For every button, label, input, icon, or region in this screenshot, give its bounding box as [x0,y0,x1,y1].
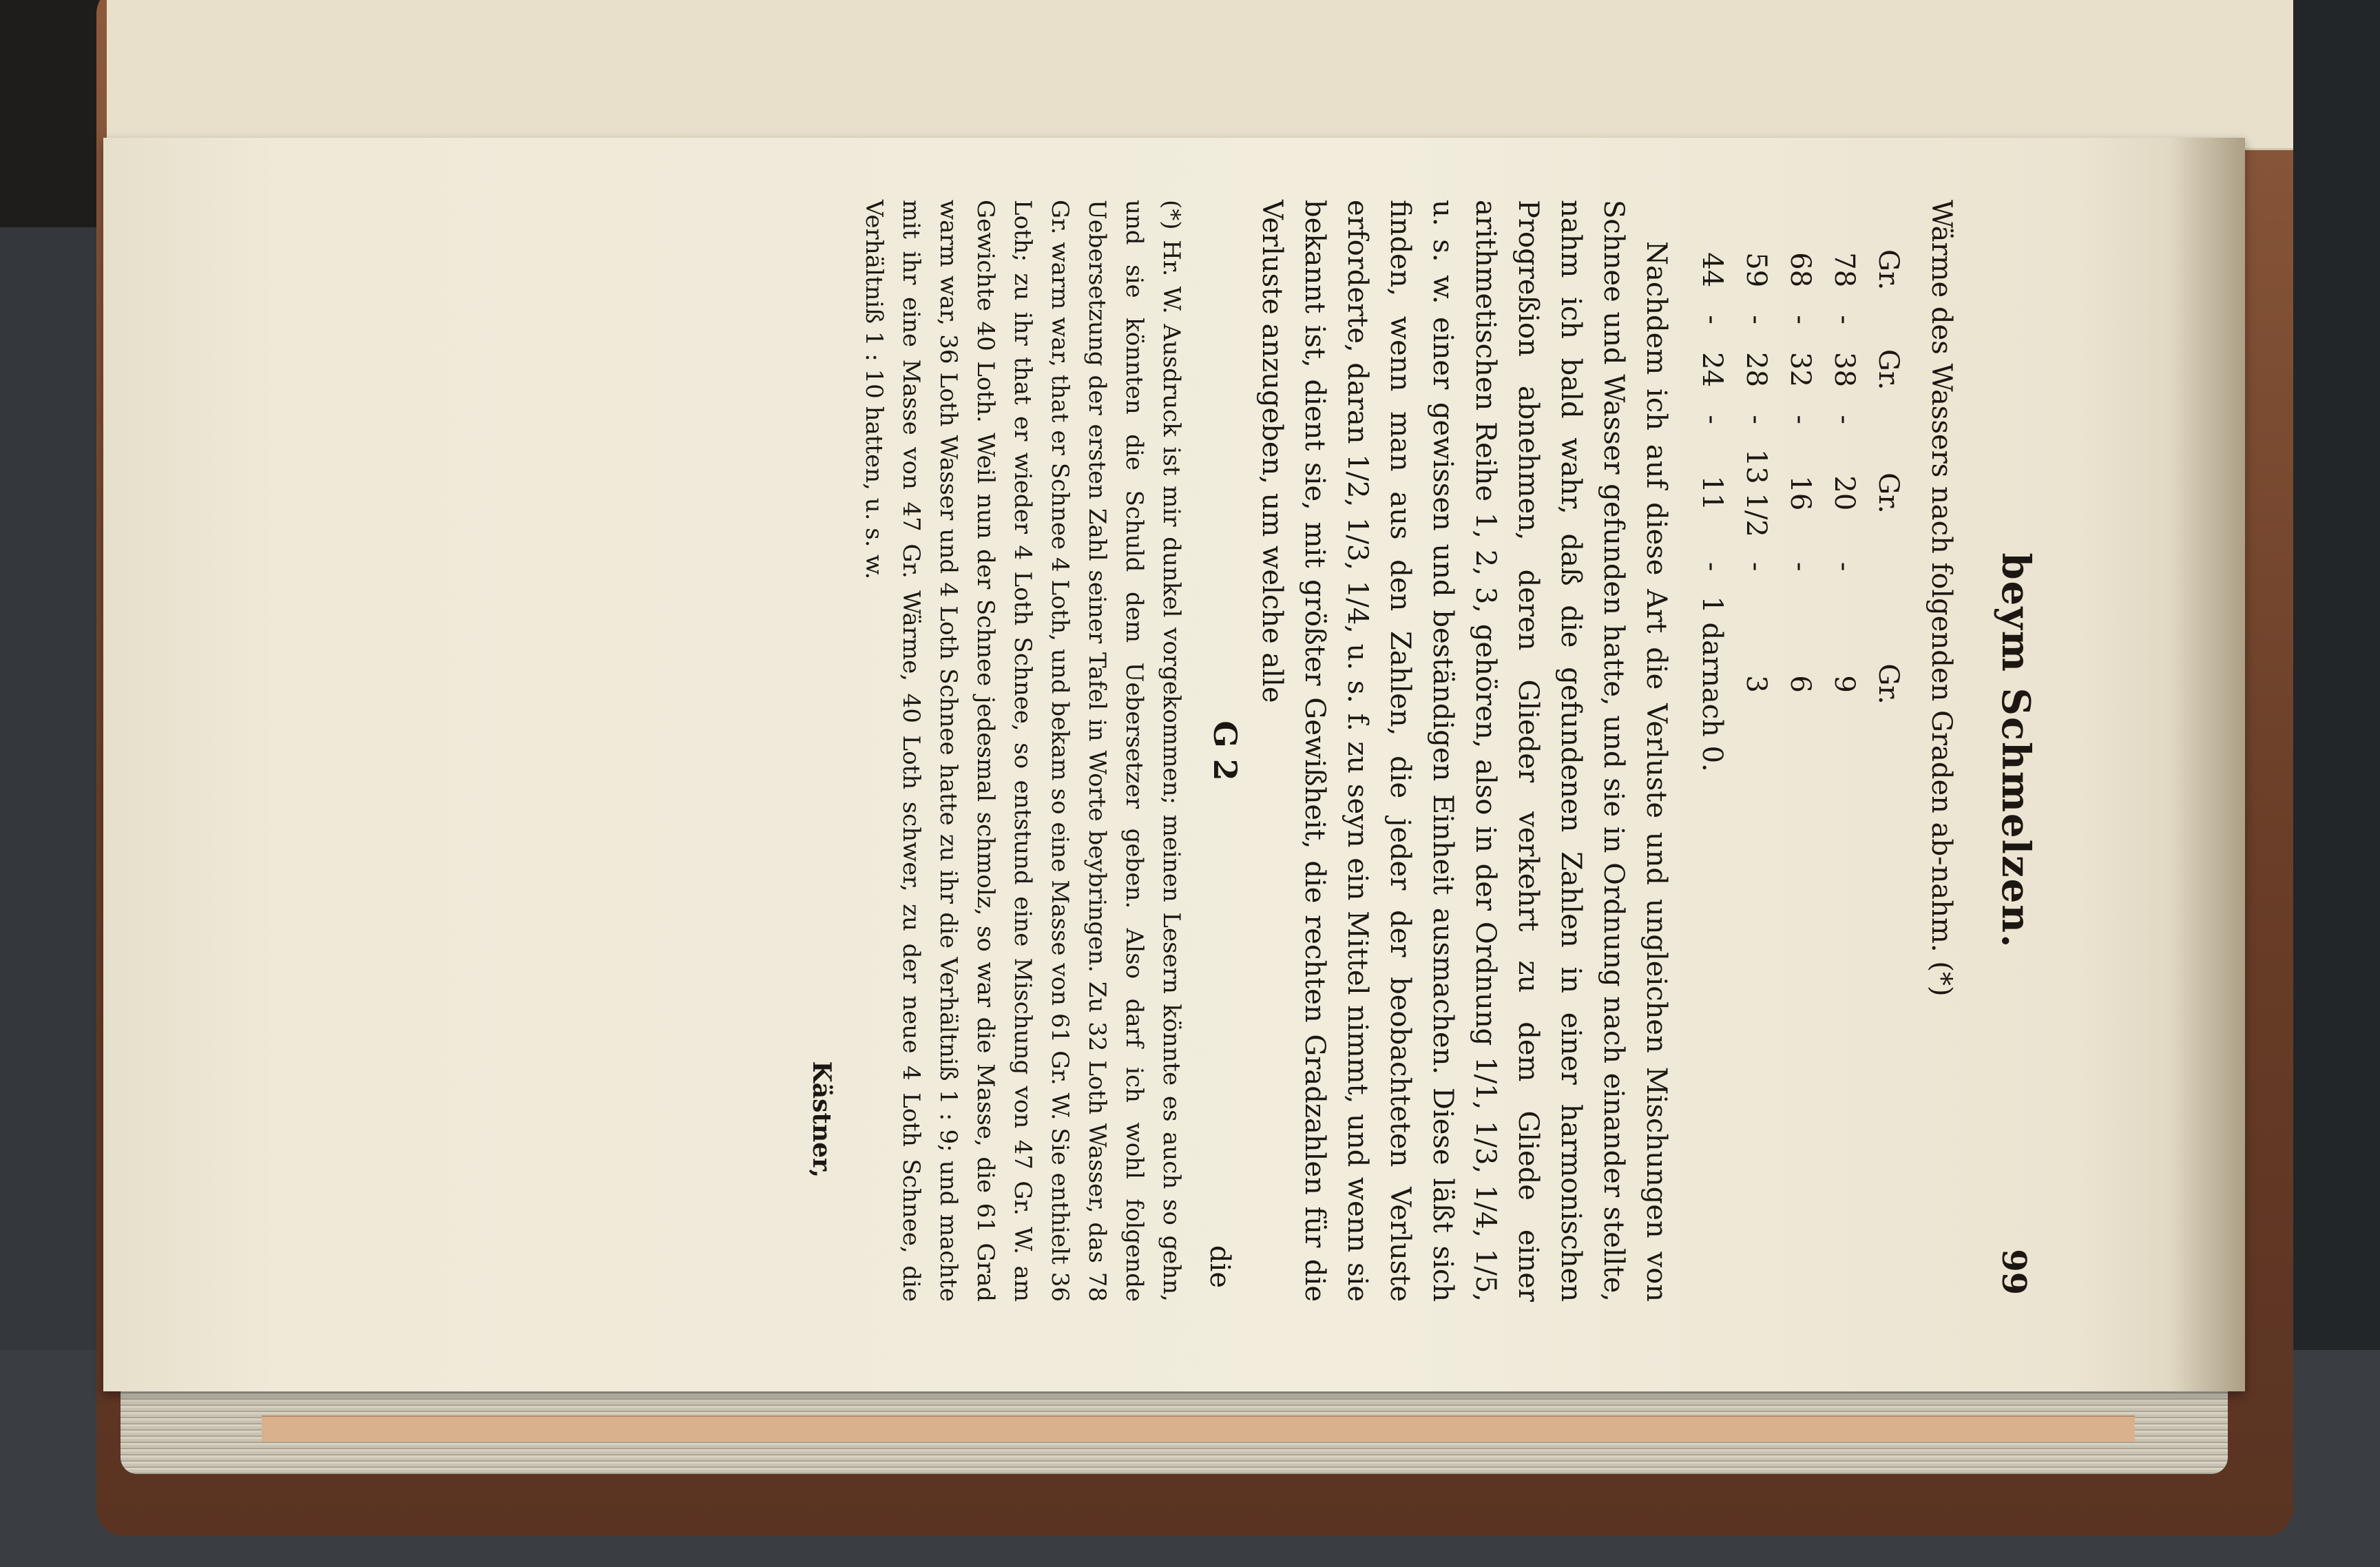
table-cell: 6 [1784,675,1816,693]
table-cell: 78 [1828,252,1860,288]
dash: - [1740,415,1772,424]
footnote: (*) Hr. W. Ausdruck ist mir dunkel vorgekommen; meinen Lesern könnte es auch so gehn, und sie könnten die Schuld dem Uebersetzer geben. Also darf ich wohl folgende Uebersetzung der ersten Zahl seiner Tafel in Worte beybringen. Zu 32 Loth Wasser, das 78 Gr. warm war, that er Schnee 4 Loth, und bekam so eine Masse von 61 Gr. W. Sie enthielt 36 Loth; zu ihr that er wieder 4 Loth Schnee, so entstund eine Mischung von 47 Gr. W. am Gewichte 40 Loth. Weil nun der Schnee jedesmal schmolz, so war die Masse, die 61 Grad warm war, 36 Loth Wasser und 4 Loth Schnee hatte zu ihr die Verhältniß 1 : 9; und machte mit ihr eine Masse von 47 Gr. Wärme, 40 Loth schwer, zu der neue 4 Loth Schnee, die Verhältniß 1 : 10 hatten, u. s. w. [860,200,1185,1302]
table-cell: 9 [1828,675,1860,693]
footnote-catchword: Kästner, [807,1061,836,1178]
dash: - [1740,561,1772,572]
page-number: 99 [1994,1249,2033,1295]
table-cell: 28 [1740,352,1772,388]
dash: - [1696,315,1728,324]
table-header: Gr. [1872,663,1904,705]
table-header: Gr. [1872,249,1904,291]
dash: - [1784,415,1816,424]
table-cell: 68 [1784,252,1816,288]
page-header [1963,200,2038,1302]
page-content [103,138,2245,1391]
temperature-table [1690,227,1910,794]
dash: - [1828,315,1860,324]
table-cell: 20 [1828,475,1860,511]
body-paragraph: Nachdem ich auf diese Art die Verluste und ungleichen Mischungen von Schnee und Wasser gefunden hatte, und sie in Ordnung nach einander stellte, nahm ich bald wahr, daß die gefundenen Zahlen in einer harmonischen Progreßion abnehmen, deren Glieder verkehrt zu dem Gliede einer arithmetischen Reihe 1, 2, 3, gehören, also in der Ordnung 1/1, 1/3, 1/4, 1/5, u. s. w. einer gewissen und beständigen Einheit ausmachen. Diese läßt sich finden, wenn man aus den Zahlen, die jeder der beobachteten Verluste erforderte, daran 1/2, 1/3, 1/4, u. s. f. zu seyn ein Mittel nimmt, und wenn sie bekannt ist, dient sie, mit größter Gewißheit, die rechten Gradzahlen für die Verluste anzugeben, um welche alle [1256,200,1672,1302]
table-header: Gr. [1872,473,1904,514]
table-cell: 11 [1696,475,1728,511]
running-head: beym Schmelzen. [1993,552,2038,949]
table-cell: 59 [1740,252,1772,288]
table-row [1822,227,1866,794]
text-block [807,200,2038,1302]
table-cell: 16 [1784,475,1816,511]
dash: - [1696,561,1728,572]
dash: - [1828,415,1860,424]
table-cell: 24 [1696,352,1728,388]
table-cell: 44 [1696,252,1728,288]
signature-mark: G 2 [1207,720,1244,781]
table-row [1778,227,1822,794]
table-row [1690,227,1734,794]
table-row [1734,227,1778,794]
dash: - [1784,561,1816,572]
table-cell: 13 1/2 [1740,448,1772,537]
table-cell: 3 [1740,675,1772,693]
dash: - [1784,315,1816,324]
catchword: die [1204,1245,1235,1288]
table-header-row [1866,227,1910,794]
dash: - [1740,315,1772,324]
table-header: Gr. [1872,349,1904,391]
table-cell: 38 [1828,352,1860,388]
previous-page [107,0,2293,150]
dash: - [1828,561,1860,572]
table-cell: 1 darnach 0. [1696,596,1728,772]
table-cell: 32 [1784,352,1816,388]
dash: - [1696,415,1728,424]
intro-text: Wärme des Wassers nach folgenden Graden ab-nahm. (*) [1925,200,1957,997]
edge-strip [262,1415,2135,1442]
